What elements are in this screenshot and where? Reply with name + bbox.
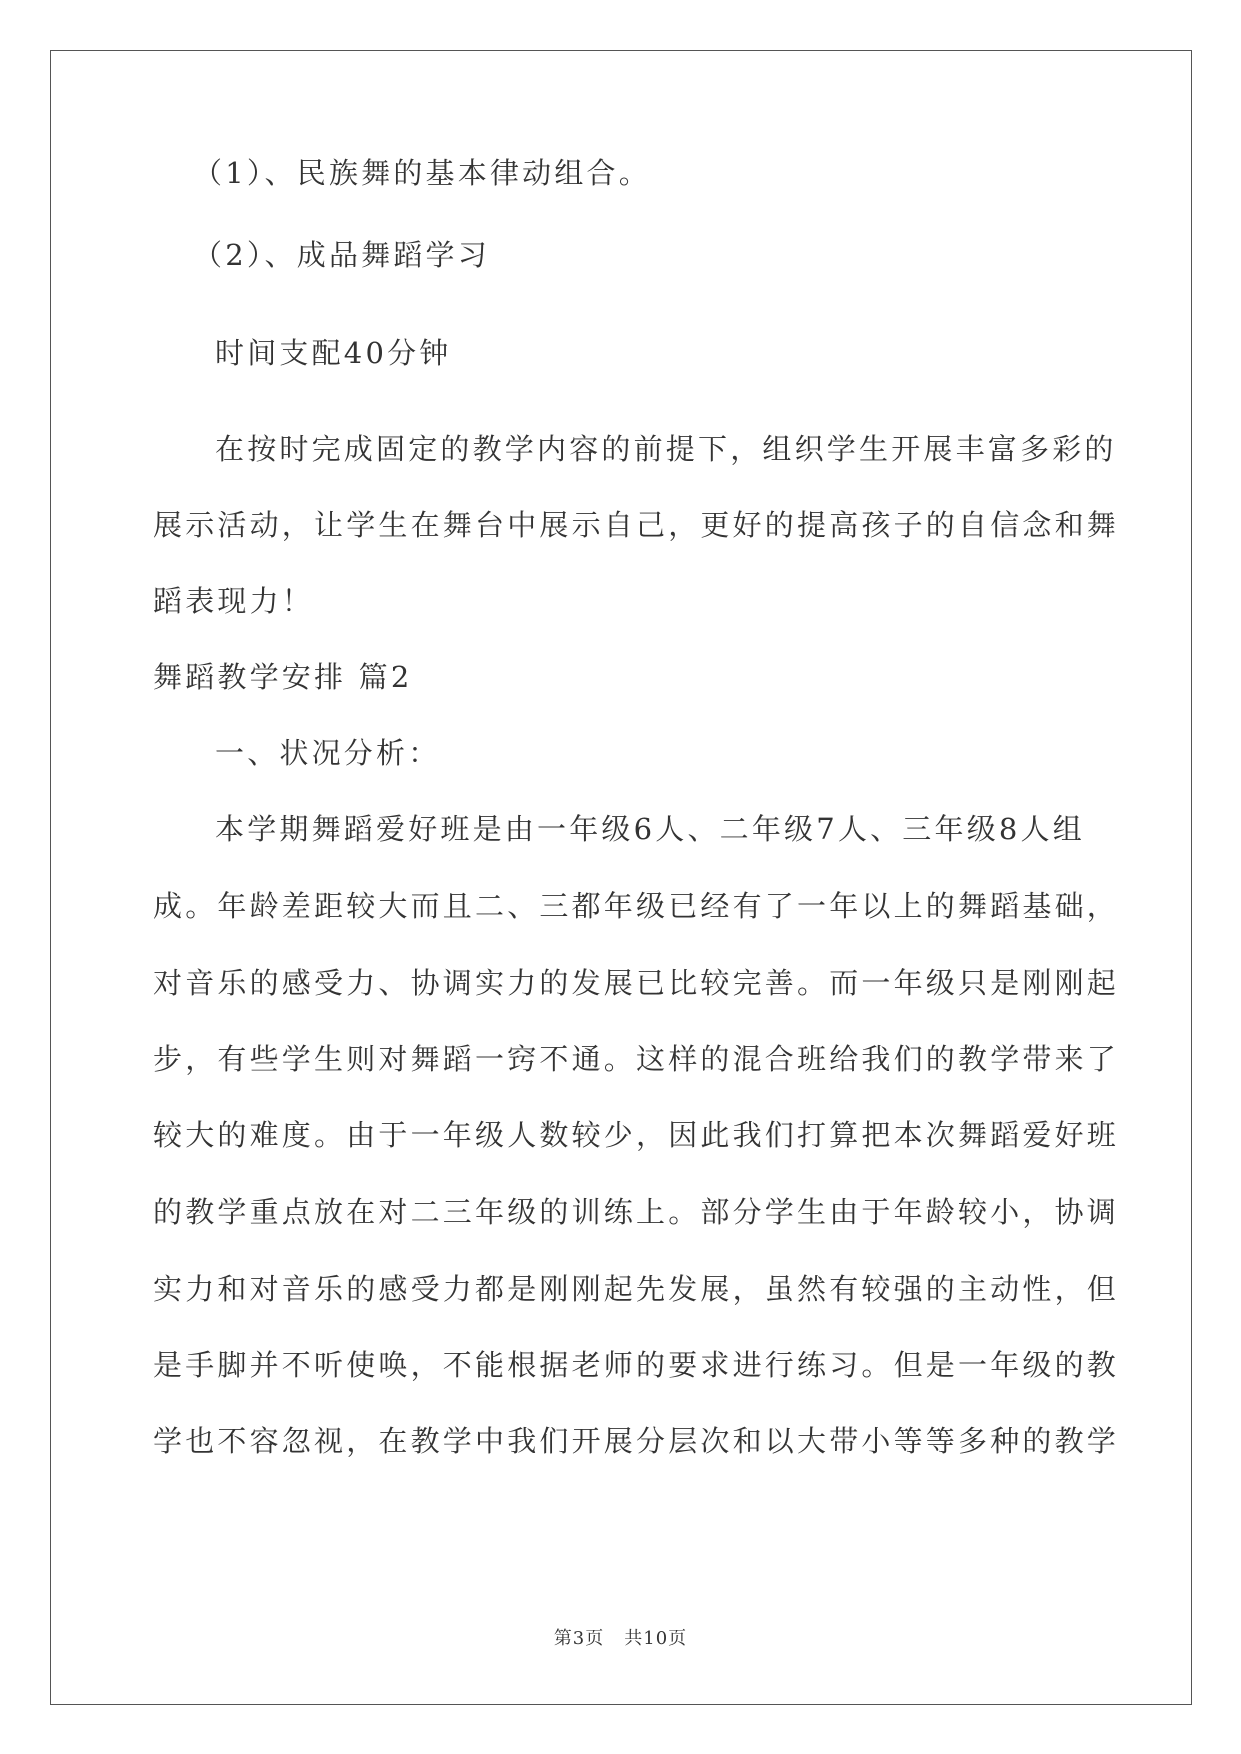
paragraph-line: 的教学重点放在对二三年级的训练上。部分学生由于年龄较小，协调 (153, 1195, 1120, 1229)
subsection-heading: 一、状况分析： (215, 736, 441, 770)
paragraph-line: 蹈表现力！ (153, 584, 315, 618)
list-item-1: （1）、民族舞的基本律动组合。 (193, 156, 651, 190)
page-number: 第3页 (553, 1628, 605, 1649)
paragraph-line: 实力和对音乐的感受力都是刚刚起先发展，虽然有较强的主动性，但 (153, 1272, 1120, 1306)
page-footer (0, 1628, 1241, 1650)
paragraph-line: 是手脚并不听使唤，不能根据老师的要求进行练习。但是一年级的教 (153, 1348, 1120, 1382)
paragraph-line: 学也不容忽视，在教学中我们开展分层次和以大带小等等多种的教学 (153, 1424, 1120, 1458)
section-heading: 舞蹈教学安排 篇2 (153, 660, 413, 694)
paragraph-line: 在按时完成固定的教学内容的前提下，组织学生开展丰富多彩的 (215, 432, 1117, 466)
page-total: 共10页 (624, 1628, 688, 1649)
paragraph-line: 较大的难度。由于一年级人数较少，因此我们打算把本次舞蹈爱好班 (153, 1118, 1120, 1152)
paragraph-line: 对音乐的感受力、协调实力的发展已比较完善。而一年级只是刚刚起 (153, 966, 1120, 1000)
list-item-2: （2）、成品舞蹈学习 (193, 238, 490, 272)
paragraph-line: 步，有些学生则对舞蹈一窍不通。这样的混合班给我们的教学带来了 (153, 1042, 1120, 1076)
paragraph-line: 展示活动，让学生在舞台中展示自己，更好的提高孩子的自信念和舞 (153, 508, 1120, 542)
paragraph-line: 本学期舞蹈爱好班是由一年级6人、二年级7人、三年级8人组 (215, 812, 1085, 846)
paragraph-line: 时间支配40分钟 (215, 336, 452, 370)
paragraph-line: 成。年龄差距较大而且二、三都年级已经有了一年以上的舞蹈基础， (153, 889, 1120, 923)
